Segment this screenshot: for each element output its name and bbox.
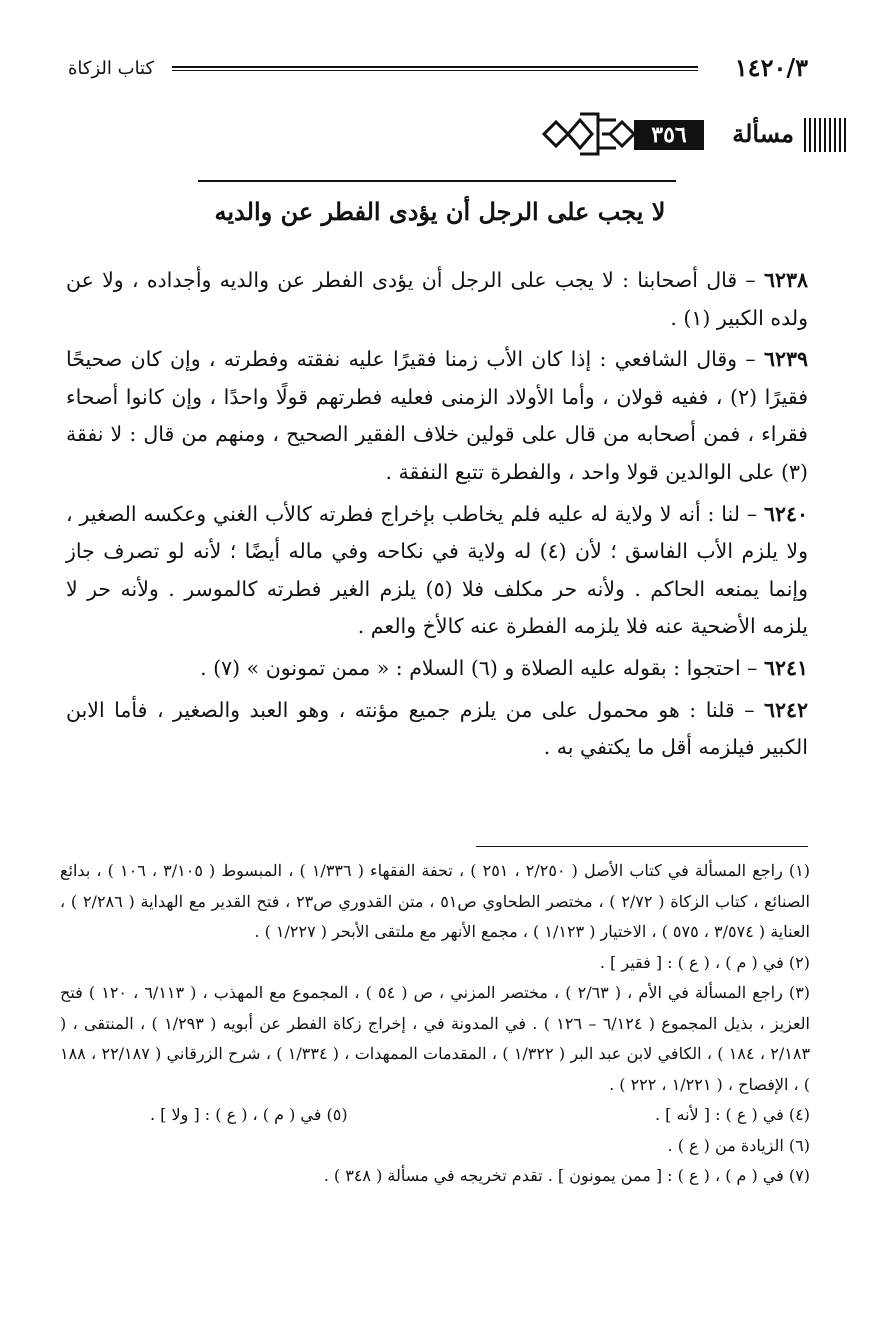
running-header — [68, 52, 808, 86]
paragraph-text: – احتجوا : بقوله عليه الصلاة و (٦) السلام : « ممن تمونون » (٧) . — [200, 655, 758, 680]
paragraph-6242 — [66, 692, 808, 767]
page-number: ١٤٢٠/٣ — [734, 53, 808, 82]
masala-word: مسألة — [732, 119, 794, 148]
footnotes — [60, 856, 810, 1192]
paragraph-text: – قلنا : هو محمول على من يلزم جميع مؤنته ، وهو العبد والصغير ، فأما الابن الكبير فيلزمه أقل ما يكتفي به . — [66, 697, 808, 760]
paragraph-number: ٦٢٣٨ — [763, 268, 808, 292]
masala-banner — [540, 108, 846, 160]
paragraph-text: – لنا : أنه لا ولاية له عليه فلم يخاطب بإخراج فطرته كالأب الغني وعكسه الصغير ، ولا يلزم الأب الفاسق ؛ لأن (٤) له ولاية في نكاحه وفي ماله أيضًا ؛ لأنه لو تصرف جاز وإنما يمنعه الحاكم . ولأنه حر مكلف فلا (٥) يلزم الغير فطرته كالموسر . ولأنه حر لا يلزمه الأضحية عنه فلا يلزمه الفطرة عنه كالأخ والعم . — [66, 501, 808, 639]
title-rule — [198, 180, 676, 182]
footnote-pair — [60, 1100, 810, 1131]
footnote-1: (١) راجع المسألة في كتاب الأصل ( ٢/٢٥٠ ، ٢٥١ ) ، تحفة الفقهاء ( ١/٣٣٦ ) ، المبسوط ( ٣/١٠٥ ، ١٠٦ ) ، بدائع الصنائع ، كتاب الزكاة ( ٢/٧٢ ) ، مختصر الطحاوي ص٥١ ، متن القدوري ص٢٣ ، فتح القدير مع الهداية ( ٢/٢٨٦ ) ، العناية ( ٣/٥٧٤ ، ٥٧٥ ) ، الاختيار ( ١/١٢٣ ) ، مجمع الأنهر مع ملتقى الأبحر ( ١/٢٢٧ ) . — [60, 861, 811, 941]
main-text — [66, 262, 808, 771]
paragraph-number: ٦٢٤٠ — [763, 501, 808, 526]
footnote-rule — [476, 846, 808, 847]
masala-number: ٣٥٦ — [634, 120, 704, 150]
footnote-7: (٧) في ( م ) ، ( ع ) : [ ممن يمونون ] . تقدم تخريجه في مسألة ( ٣٤٨ ) . — [323, 1166, 810, 1185]
masala-title: لا يجب على الرجل أن يؤدى الفطر عن والديه — [214, 197, 666, 226]
footnote-5: (٥) في ( م ) ، ( ع ) : [ ولا ] . — [150, 1105, 348, 1124]
paragraph-6239 — [66, 341, 808, 491]
footnote-6: (٦) الزيادة من ( ع ) . — [667, 1135, 810, 1155]
paragraph-6238 — [66, 262, 808, 337]
footnote-4: (٤) في ( ع ) : [ لأنه ] . — [655, 1105, 810, 1124]
paragraph-text: – قال أصحابنا : لا يجب على الرجل أن يؤدى الفطر عن والديه وأجداده ، ولا عن ولده الكبير (١) . — [66, 268, 808, 330]
footnote-2: (٢) في ( م ) ، ( ع ) : [ فقير ] . — [599, 952, 810, 972]
paragraph-number: ٦٢٣٩ — [763, 347, 808, 372]
header-rule — [172, 66, 698, 71]
book-title: كتاب الزكاة — [68, 58, 155, 79]
paragraph-6240 — [66, 496, 808, 646]
footnote-3: (٣) راجع المسألة في الأم ، ( ٢/٦٣ ) ، مختصر المزني ، ص ( ٥٤ ) ، المجموع مع المهذب ، ( ٦/١١٣ ، ١٢٠ ) فتح العزيز ، بذيل المجموع ( ٦/١٢٤ – ١٢٦ ) . في المدونة في ، إخراج زكاة الفطر عن أبويه ( ١/٢٩٣ ) ، المنتقى ، ( ٢/١٨٣ ، ١٨٤ ) ، الكافي لابن عبد البر ( ١/٣٢٢ ) ، المقدمات الممهدات ، ( ١/٣٣٤ ) ، شرح الزرقاني ( ٢٢/١٨٧ ، ١٨٨ ) ، الإفصاح ، ( ١/٢٢١ ، ٢٢٢ ) . — [60, 983, 811, 1094]
paragraph-number: ٦٢٤٢ — [763, 697, 808, 722]
paragraph-6241 — [66, 650, 808, 688]
paragraph-text: – وقال الشافعي : إذا كان الأب زمنا فقيرًا عليه نفقته وفطرته ، وإن كان صحيحًا فقيرًا (٢) ، ففيه قولان ، وأما الأولاد الزمنى فعليه فطرتهم قولًا واحدًا ، وإن كانوا أصحاء فقراء ، فمن أصحابه من قال على قولين خلاف الفقير الصحيح ، ومنهم من قال : لا نفقة (٣) على الوالدين قولا واحد ، والفطرة تتبع النفقة . — [66, 347, 808, 484]
geometric-ornament-icon — [540, 108, 636, 160]
paragraph-number: ٦٢٤١ — [763, 655, 808, 680]
banner-bars-ornament — [804, 118, 846, 152]
